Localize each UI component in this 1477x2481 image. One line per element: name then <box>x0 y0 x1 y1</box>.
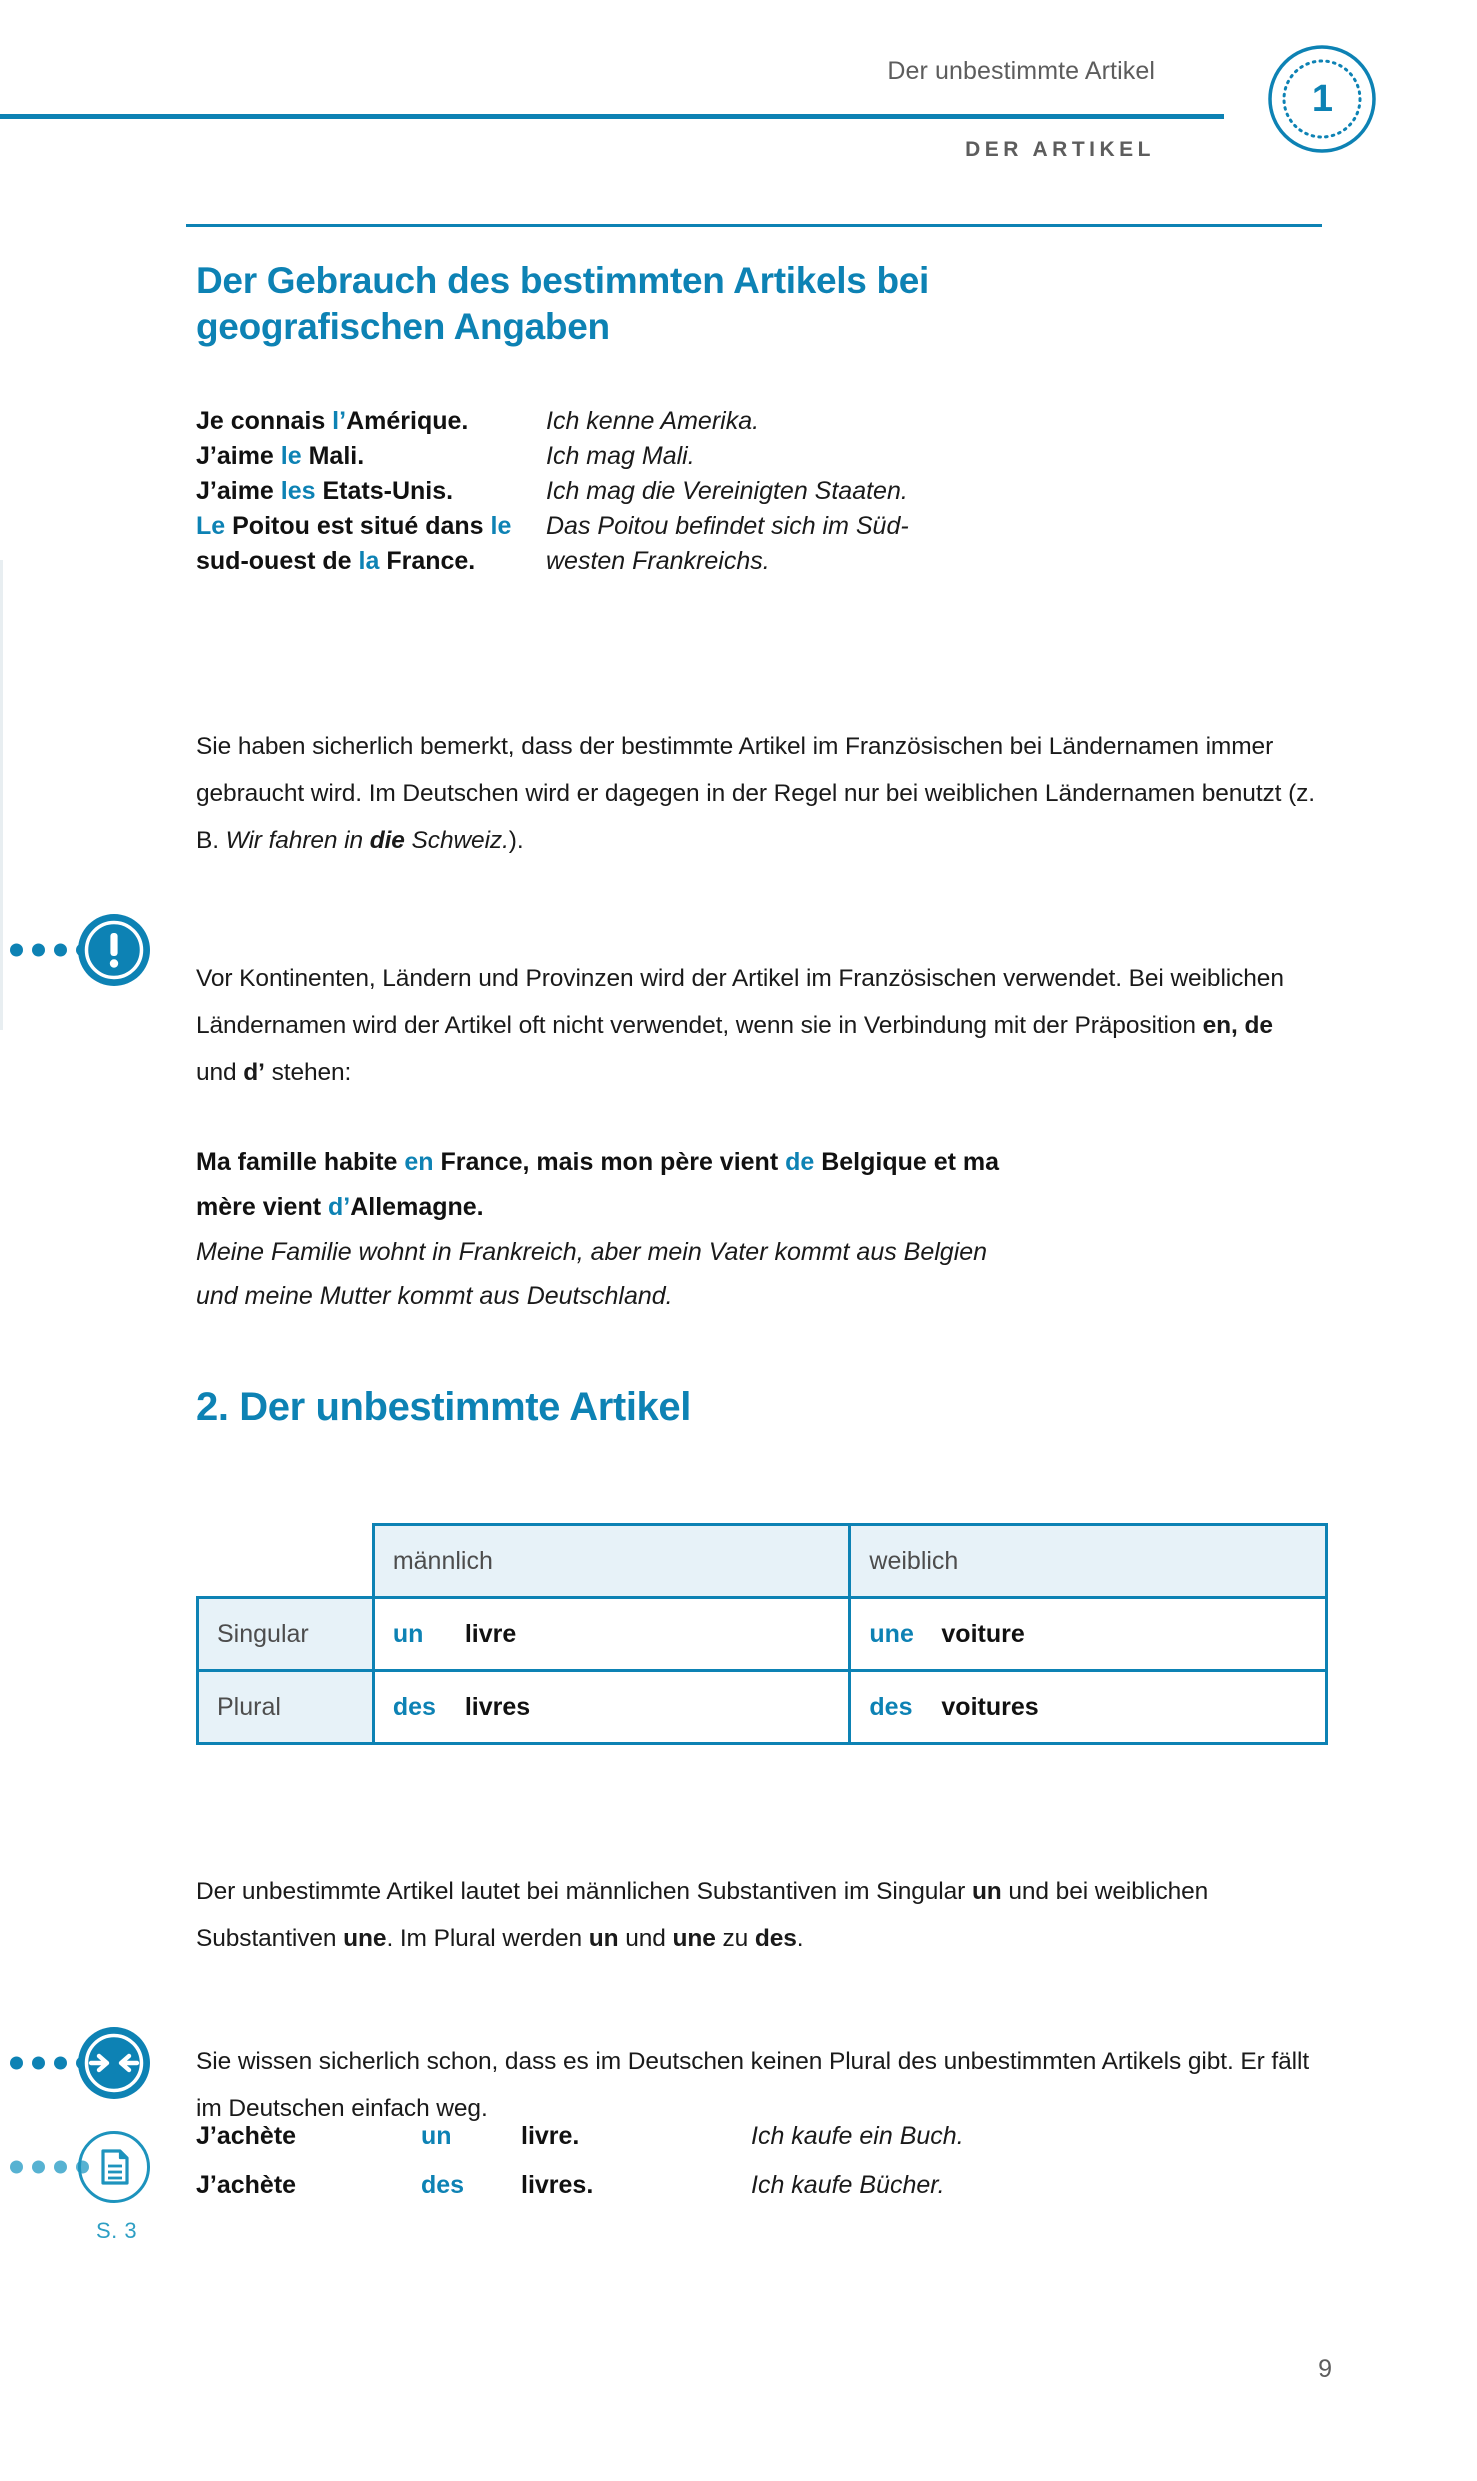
example-french: Le Poitou est situé dans le <box>196 512 512 540</box>
table-corner-cell <box>198 1525 374 1598</box>
indefinite-article-table <box>196 1523 1328 1745</box>
header-divider-rule <box>0 114 1224 119</box>
table-cell-plural-masculine <box>373 1671 850 1744</box>
table-row <box>198 1598 1327 1671</box>
example-german: westen Frankreichs. <box>546 547 770 575</box>
example-german: Ich mag die Vereinigten Staaten. <box>546 477 908 505</box>
sentence-noun: livres. <box>521 2171 594 2199</box>
sentence-examples-block <box>196 2112 1296 2210</box>
content-top-rule <box>186 224 1322 227</box>
running-head-title: Der unbestimmte Artikel <box>887 57 1155 85</box>
sentence-verb: J’achète <box>196 2122 297 2150</box>
noun-text: livre <box>464 1619 517 1648</box>
article-highlight: les <box>280 477 316 505</box>
noun-text: voiture <box>941 1619 1025 1648</box>
geographic-examples-block <box>196 404 1326 579</box>
family-example-german-line1: Meine Familie wohnt in Frankreich, aber mein Vater kommt aus Belgien <box>196 1238 988 1266</box>
article-highlight: une <box>869 1619 914 1648</box>
example-row <box>196 544 1326 579</box>
table-row <box>198 1671 1327 1744</box>
table-row-header-singular: Singular <box>198 1598 374 1671</box>
family-example-block <box>196 1140 1326 1318</box>
article-highlight: un <box>421 2122 452 2150</box>
article-highlight: l’ <box>332 407 347 435</box>
example-french: Je connais l’Amérique. <box>196 407 469 435</box>
running-head-subtitle: DER ARTIKEL <box>965 138 1155 161</box>
sentence-noun: livre. <box>521 2122 580 2150</box>
body-paragraph-4: Sie wissen sicherlich schon, dass es im Deutschen keinen Plural des unbestimmten Artikels gibt. Er fällt im Deutschen einfach weg. <box>196 2047 1310 2122</box>
family-example-french: Ma famille habite en France, mais mon père vient de Belgique et ma <box>196 1148 1000 1176</box>
sentence-german: Ich kaufe ein Buch. <box>751 2122 964 2150</box>
example-row <box>196 509 1326 544</box>
page-number: 9 <box>1318 2355 1332 2383</box>
exclamation-icon <box>77 913 151 987</box>
article-highlight: en <box>404 1148 434 1176</box>
attention-margin-marker <box>5 905 185 995</box>
example-row <box>196 404 1326 439</box>
article-highlight: de <box>785 1148 815 1176</box>
noun-text: voitures <box>941 1692 1039 1721</box>
table-header-row <box>198 1525 1327 1598</box>
example-german: Ich mag Mali. <box>546 442 695 470</box>
converging-arrows-icon <box>77 2026 151 2100</box>
article-highlight: des <box>392 1692 436 1721</box>
body-paragraph-1: Sie haben sicherlich bemerkt, dass der bestimmte Artikel im Französischen bei Ländernamen immer gebraucht wird. Im Deutschen wird er dagegen in der Regel nur bei weiblichen Ländernamen benutzt (z. B. Wir fahren in die Schweiz.). <box>196 732 1316 854</box>
page-edge-artifact <box>0 560 3 1030</box>
table-row-header-plural: Plural <box>198 1671 374 1744</box>
page-header <box>0 0 1477 200</box>
article-highlight: d’ <box>328 1193 351 1221</box>
family-example-german-line2: und meine Mutter kommt aus Deutschland. <box>196 1282 673 1310</box>
example-german: Das Poitou befindet sich im Süd- <box>546 512 909 540</box>
example-row <box>196 439 1326 474</box>
article-highlight: des <box>869 1692 913 1721</box>
example-french: J’aime les Etats-Unis. <box>196 477 454 505</box>
page-title-line-2: geografischen Angaben <box>196 306 610 348</box>
article-highlight: un <box>392 1619 424 1648</box>
table-column-header-masculine: männlich <box>373 1525 850 1598</box>
sentence-example-row <box>196 2161 1296 2210</box>
example-french: J’aime le Mali. <box>196 442 365 470</box>
page-reference-margin-marker <box>5 2122 185 2212</box>
sentence-example-row <box>196 2112 1296 2161</box>
table-cell-plural-feminine <box>850 1671 1327 1744</box>
chapter-number: 1 <box>1311 77 1333 120</box>
page-title <box>196 258 1196 351</box>
italic-example: Wir fahren in die Schweiz. <box>225 826 509 854</box>
example-row <box>196 474 1326 509</box>
document-icon <box>77 2130 151 2204</box>
section-2-heading: 2. Der unbestimmte Artikel <box>196 1385 691 1429</box>
chapter-badge <box>1267 44 1377 154</box>
compare-margin-marker <box>5 2018 185 2108</box>
article-highlight: le <box>280 442 302 470</box>
table-cell-singular-masculine <box>373 1598 850 1671</box>
sentence-verb: J’achète <box>196 2171 297 2199</box>
example-french: sud-ouest de la France. <box>196 547 476 575</box>
noun-text: livres <box>464 1692 531 1721</box>
page-reference-label: S. 3 <box>96 2218 138 2243</box>
body-paragraph-2: Vor Kontinenten, Ländern und Provinzen wird der Artikel im Französischen verwendet. Bei weiblichen Ländernamen wird der Artikel oft nicht verwendet, wenn sie in Verbindung mit der Präposition en, de und d’ stehen: <box>196 964 1284 1086</box>
example-german: Ich kenne Amerika. <box>546 407 760 435</box>
article-highlight: le <box>490 512 512 540</box>
sentence-german: Ich kaufe Bücher. <box>751 2171 945 2199</box>
body-paragraph-3: Der unbestimmte Artikel lautet bei männlichen Substantiven im Singular un und bei weiblichen Substantiven une. Im Plural werden un und une zu des. <box>196 1877 1209 1952</box>
table-column-header-feminine: weiblich <box>850 1525 1327 1598</box>
article-highlight: des <box>421 2171 465 2199</box>
table-cell-singular-feminine <box>850 1598 1327 1671</box>
page-title-line-1: Der Gebrauch des bestimmten Artikels bei <box>196 260 930 301</box>
article-highlight: Le <box>196 512 226 540</box>
article-highlight: la <box>358 547 380 575</box>
family-example-french-line2: mère vient d’Allemagne. <box>196 1193 484 1221</box>
